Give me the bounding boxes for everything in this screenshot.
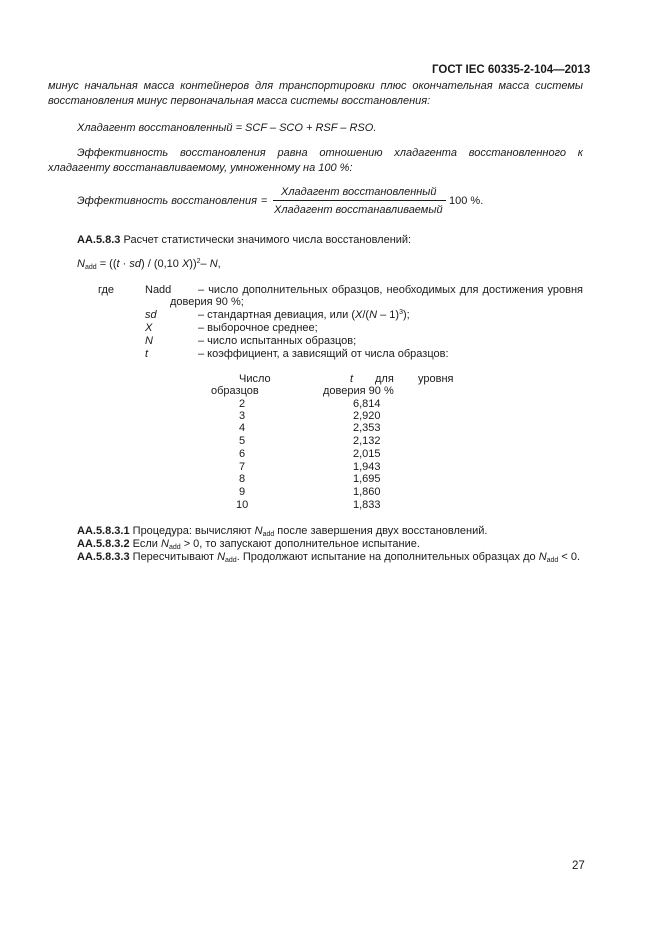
row-samples: 4 — [239, 422, 246, 434]
formula-part-b: · — [119, 258, 130, 270]
col-header-t: t — [350, 373, 354, 385]
table-row — [0, 410, 661, 422]
sd-desc-x: X — [355, 309, 363, 321]
formula-part-d: )) — [189, 258, 197, 270]
step-number: АА.5.8.3.3 — [77, 551, 130, 563]
def-symbol-sd: sd — [145, 309, 157, 321]
formula-sd: sd — [129, 258, 141, 270]
fraction-bar — [273, 200, 446, 201]
table-row — [0, 422, 661, 434]
row-t-value: 6,814 — [353, 398, 381, 410]
section-aa583-heading — [77, 234, 411, 246]
table-row — [0, 473, 661, 485]
col-header-for: для — [375, 373, 394, 385]
row-t-value: 1,860 — [353, 486, 381, 498]
sd-desc-power: 3 — [399, 309, 403, 316]
sd-desc-minus1: – 1) — [377, 309, 400, 321]
formula-part-a: = (( — [96, 258, 117, 270]
row-samples: 5 — [239, 435, 246, 447]
step-text-a: Процедура: вычисляют — [132, 525, 255, 537]
step-aa5833 — [77, 551, 580, 564]
step-aa5832 — [77, 538, 420, 551]
intro-line-1: минус начальная масса контейнеров для транспортировки плюс окончательная масса системы — [48, 80, 583, 92]
efficiency-rhs: 100 %. — [449, 195, 484, 207]
formula-x: X — [181, 258, 190, 270]
efficiency-line-1: Эффективность восстановления равна отношению хладагента восстановленного к — [77, 147, 583, 159]
recovered-refrigerant-formula: Хладагент восстановленный = SCF – SCO + RSF – RSO. — [77, 122, 377, 134]
row-t-value: 2,920 — [353, 410, 381, 422]
row-samples: 8 — [239, 473, 246, 485]
step-add-sub: add — [225, 557, 237, 564]
step-aa5831 — [77, 525, 487, 538]
step-text-a: Если — [132, 538, 161, 550]
def-desc-nadd: – число дополнительных образцов, необходимых для достижения уровня — [198, 284, 583, 296]
def-desc-t: – коэффициент, а зависящий от числа образцов: — [198, 348, 449, 360]
where-label: где — [98, 284, 115, 296]
step-text-a: Пересчитывают — [132, 551, 218, 563]
step-n: N — [254, 525, 263, 537]
row-samples: 3 — [239, 410, 246, 422]
col-header-number: Число — [239, 373, 271, 385]
step-text-b: после завершения двух восстановлений. — [274, 525, 488, 537]
row-t-value: 2,132 — [353, 435, 381, 447]
row-samples: 7 — [239, 461, 246, 473]
def-desc-nadd-cont: доверия 90 %; — [170, 296, 244, 308]
efficiency-lhs: Эффективность восстановления — [77, 195, 257, 207]
row-samples: 9 — [239, 486, 246, 498]
page-number: 27 — [572, 860, 585, 872]
section-title: Расчет статистически значимого числа восстановлений: — [123, 234, 412, 246]
step-text-c: < 0. — [558, 551, 581, 563]
def-desc-x: – выборочное среднее; — [198, 322, 318, 334]
row-t-value: 1,695 — [353, 473, 381, 485]
sd-desc-slash: /( — [362, 309, 370, 321]
step-n: N — [161, 538, 169, 550]
nadd-formula — [77, 258, 221, 271]
row-t-value: 1,943 — [353, 461, 381, 473]
step-add-sub: add — [168, 544, 181, 551]
formula-part-c: ) / (0,10 — [140, 258, 182, 270]
row-samples: 6 — [239, 448, 246, 460]
row-t-value: 2,353 — [353, 422, 381, 434]
step-add-sub: add — [262, 531, 275, 538]
equals-sign: = — [261, 195, 268, 207]
def-symbol-t: t — [145, 348, 149, 360]
table-row — [0, 435, 661, 447]
fraction-denominator: Хладагент восстанавливаемый — [274, 204, 443, 216]
col-header-confidence: доверия 90 % — [323, 385, 394, 397]
step-number: АА.5.8.3.2 — [77, 538, 130, 550]
step-text-b: . Продолжают испытание на дополнительных образцах до — [236, 551, 539, 563]
sd-desc-text: – стандартная девиация, или ( — [198, 309, 356, 321]
formula-t: t — [116, 258, 120, 270]
intro-line-2: восстановления минус первоначальная масса системы восстановления: — [48, 95, 431, 107]
table-row — [0, 448, 661, 460]
table-row — [0, 398, 661, 410]
def-symbol-n: N — [145, 335, 153, 347]
sd-desc-end: ); — [402, 309, 410, 321]
formula-part-f: , — [217, 258, 221, 270]
table-row — [0, 486, 661, 498]
formula-n2: N — [209, 258, 218, 270]
row-t-value: 1,833 — [353, 499, 381, 511]
table-row — [0, 461, 661, 473]
standard-header: ГОСТ IEC 60335-2-104—2013 — [432, 64, 591, 76]
step-n2: N — [538, 551, 547, 563]
step-n: N — [217, 551, 226, 563]
def-desc-sd — [198, 309, 410, 321]
formula-square: 2 — [196, 258, 201, 265]
col-header-samples: образцов — [211, 385, 259, 397]
def-symbol-x: X — [145, 322, 153, 334]
row-t-value: 2,015 — [353, 448, 381, 460]
formula-part-e: – — [200, 258, 210, 270]
efficiency-line-2: хладагенту восстанавливаемому, умноженному на 100 %: — [48, 162, 353, 174]
table-row — [0, 499, 661, 511]
step-add-sub-2: add — [546, 557, 559, 564]
formula-add-sub: add — [84, 264, 97, 271]
formula-n: N — [77, 258, 85, 270]
def-desc-n: – число испытанных образцов; — [198, 335, 357, 347]
sd-desc-n: N — [369, 309, 378, 321]
fraction-numerator: Хладагент восстановленный — [281, 186, 437, 198]
section-number: АА.5.8.3 — [77, 234, 121, 246]
step-text-b: > 0, то запускают дополнительное испытание. — [180, 538, 420, 550]
def-symbol-nadd: Nadd — [145, 284, 172, 296]
step-number: АА.5.8.3.1 — [77, 525, 130, 537]
row-samples: 10 — [236, 499, 249, 511]
row-samples: 2 — [239, 398, 246, 410]
col-header-level: уровня — [418, 373, 454, 385]
